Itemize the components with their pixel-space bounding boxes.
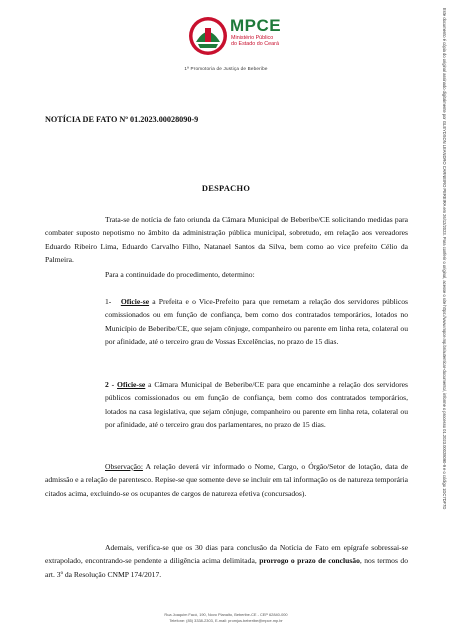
side-authentication-text: Este documento é cópia do original assinado digitalmente por GLEYDSON LEANDRO CARNEIRO PEREIRA em 26/12/2023. Para conferir o original, acesse o site https://www.mpce.mp.br/autenticar-documento/, informe o processo 01.2023.00028090-9 e o código 1DC7DF7D [442,8,447,510]
paragraph-determino: Para a continuidade do procedimento, determino: [105,270,255,279]
paragraph-intro: Trata-se de notícia de fato oriunda da Câmara Municipal de Beberibe/CE solicitando medidas para combater suposto nepotismo no âmbito da administração pública municipal, sobretudo, em relação aos vereadores Eduardo Ribeiro Lima, Eduardo Carvalho Filho, Natanael Santos da Silva, bem como ao vice prefeito Célio da Palmeira. [45,215,408,265]
observation-keyword: Observação: [105,462,143,471]
list-item-1-keyword: Oficie-se [120,297,150,306]
observation-text: A relação deverá vir informado o Nome, Cargo, o Órgão/Setor de lotação, data de admissão e a relação de parentesco. Repise-se que somente deve se incluir em tal informação os de natureza temporária citados acima, excluindo-se os ocupantes de cargos de natureza efetiva (concursados). [45,462,408,498]
conclusion-text-1: Ademais, verifica-se que os 30 dias para conclusão da Notícia de Fato em epígrafe sobressai-se extrapolado, encontrando-se pendente a diligência acima delimitada, [45,543,408,566]
mpce-logo [188,14,280,62]
list-item-2-number: 2 - [105,380,115,389]
list-item-2-text: a Câmara Municipal de Beberibe/CE para que encaminhe a relação dos servidores públicos comissionados ou em função de confiança, bem como dos contratados temporários, lotados na casa legislativa, que sejam cônjuge, companheiro ou parente em linha reta, colateral ou por afinidade, até o terceiro grau dos parlamentares, no prazo de 15 dias. [105,380,409,430]
logo-subtitle-line-2: do Estado do Ceará [231,41,279,48]
logo-title: MPCE [230,16,282,35]
conclusion-bold: prorrogo o prazo de conclusão [259,556,360,566]
logo-subtitle-line-1: Ministério Público [231,35,274,41]
mpce-emblem-icon [188,14,228,58]
paragraph-observation [45,460,408,500]
footer-contact: Telefone: (85) 3338-2303, E-mail: promjus.beberibe@mpce.mp.br [169,618,283,623]
office-name: 1ª Promotoria de Justiça de Beberibe [184,66,268,71]
section-heading: DESPACHO [201,184,251,193]
paragraph-conclusion [45,541,408,581]
conclusion-text-2: , nos termos do art. 3º da Resolução CNMP 174/2017. [45,556,408,579]
footer-address: Rua Joaquim Facó, 190, Novo Planalto, Beberibe-CE - CEP 62840-000 [164,612,288,617]
logo-subtitle [231,35,279,47]
list-item-2-keyword: Oficie-se [117,380,146,389]
list-item-1-number: 1- [105,297,112,306]
list-item-2 [105,378,408,432]
list-item-1 [105,295,408,349]
side-authentication [437,8,447,588]
list-item-1-text: a Prefeita e o Vice-Prefeito para que remetam a relação dos servidores públicos comissionados ou em função de confiança, bem como dos contratados temporários, lotados no Município de Beberibe/CE, que sejam cônjuge, companheiro ou parente em linha reta, colateral ou por afinidade, até o terceiro grau de Vossas Excelências, no prazo de 15 dias. [105,297,408,347]
document-title: NOTÍCIA DE FATO Nº 01.2023.00028090-9 [45,115,199,124]
